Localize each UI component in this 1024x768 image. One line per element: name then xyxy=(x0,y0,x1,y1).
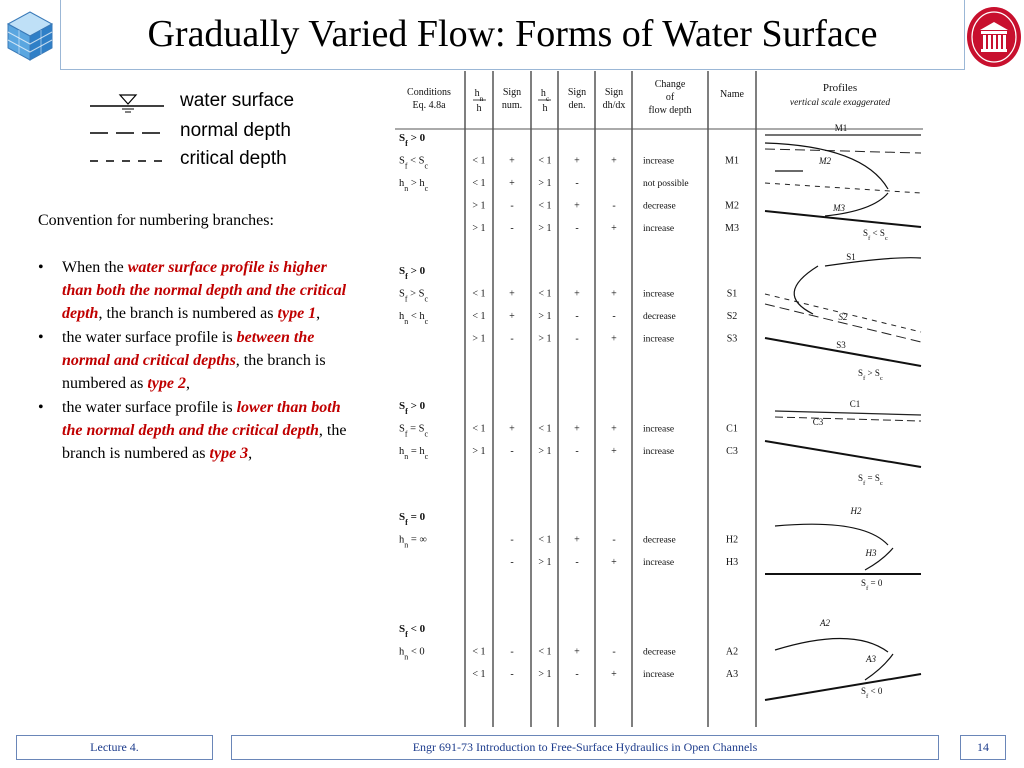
table-cell: - xyxy=(510,534,514,546)
table-cell: increase xyxy=(643,156,675,167)
table-cell: C3 xyxy=(726,446,738,457)
table-cell: M3 xyxy=(725,223,739,234)
a2-curve xyxy=(775,638,888,652)
table-cell: - xyxy=(575,333,579,345)
profile-sketch-3 xyxy=(765,524,921,574)
profile-label: M1 xyxy=(834,123,848,133)
profile-label: H3 xyxy=(865,548,877,558)
profile-label: A3 xyxy=(866,654,876,664)
table-cell: - xyxy=(575,223,579,234)
line-legend xyxy=(88,88,318,178)
table-cell: > 1 xyxy=(538,557,552,568)
table-cell: > 1 xyxy=(538,333,552,345)
header-profiles: Profiles xyxy=(822,82,858,94)
table-cell: decrease xyxy=(643,312,676,322)
table-cell: < 1 xyxy=(472,669,486,680)
table-cell: + xyxy=(611,223,617,234)
table-cell: < 1 xyxy=(472,423,486,435)
footer-course-title: Engr 691-73 Introduction to Free-Surface Hydraulics in Open Channels xyxy=(231,735,939,760)
condition-depth: $h_n < 0$ xyxy=(399,646,425,661)
normal-depth-line xyxy=(765,304,921,342)
table-cell: + xyxy=(611,423,617,435)
bullet-list xyxy=(38,256,358,466)
normal-depth-line xyxy=(765,149,921,153)
header-sign-num-2: num. xyxy=(501,100,523,111)
profile-sketch-2 xyxy=(765,411,921,467)
profile-label: S2 xyxy=(838,312,848,322)
bullet-text: the water surface profile is xyxy=(62,329,237,346)
table-cell: - xyxy=(612,646,616,658)
legend-item-water-surface xyxy=(88,90,318,116)
table-cell: < 1 xyxy=(538,646,552,658)
table-cell: - xyxy=(510,333,514,345)
table-cell: increase xyxy=(643,289,675,300)
table-cell: > 1 xyxy=(538,311,552,322)
gvf-profile-table xyxy=(393,67,928,730)
table-cell: decrease xyxy=(643,535,676,546)
condition-slope-compare: $S_f < S_c$ xyxy=(399,155,428,170)
bullet-highlight: lower than both the normal depth and the critical depth xyxy=(62,399,341,439)
profile-sketch-0 xyxy=(765,135,921,227)
table-cell: + xyxy=(611,155,617,167)
table-cell: - xyxy=(510,646,514,658)
header-sign-dhdx: Sign xyxy=(604,87,624,98)
table-cell: - xyxy=(575,669,579,680)
profile-slope-condition: $S_f = S_c$ xyxy=(858,473,883,487)
condition-slope: $S_f > 0$ xyxy=(399,132,426,148)
table-cell: M2 xyxy=(725,200,739,212)
table-cell: + xyxy=(574,534,580,546)
bullet-highlight: water surface profile is higher than both the normal depth and the critical depth xyxy=(62,259,347,322)
table-cell: + xyxy=(611,333,617,345)
table-cell: < 1 xyxy=(538,155,552,167)
table-cell: S1 xyxy=(726,288,738,300)
table-cell: increase xyxy=(643,224,675,234)
condition-slope: $S_f > 0$ xyxy=(399,400,426,416)
table-cell: < 1 xyxy=(472,646,486,658)
table-cell: + xyxy=(574,288,580,300)
profile-label: S1 xyxy=(846,252,856,262)
header-sign-den: Sign xyxy=(567,87,587,98)
bullet-text: , xyxy=(248,445,253,462)
h2-curve xyxy=(775,524,888,545)
critical-depth-line-icon xyxy=(88,148,168,174)
table-cell: - xyxy=(510,200,514,212)
condition-slope-compare: $S_f = S_c$ xyxy=(399,423,428,438)
bullet-text: the water surface profile is xyxy=(62,399,237,416)
table-cell: + xyxy=(611,669,617,680)
table-cell: > 1 xyxy=(472,446,486,457)
bullet-text: , xyxy=(316,305,321,322)
profile-slope-condition: $S_f > S_c$ xyxy=(858,368,883,382)
table-cell: - xyxy=(612,311,616,322)
profile-label: S3 xyxy=(836,340,846,350)
table-cell: - xyxy=(575,311,579,322)
header-sign-den-2: den. xyxy=(568,100,586,111)
table-cell: increase xyxy=(643,447,675,457)
bullet-type-label: type 2 xyxy=(147,375,186,392)
table-cell: + xyxy=(574,155,580,167)
table-cell: - xyxy=(510,557,514,568)
table-cell: > 1 xyxy=(538,178,552,189)
table-cell: H2 xyxy=(725,534,739,546)
slide-header xyxy=(0,0,1024,70)
table-cell: increase xyxy=(643,424,675,435)
profile-label: M3 xyxy=(833,203,845,213)
bullet-text: , xyxy=(185,375,190,392)
table-cell: > 1 xyxy=(538,446,552,457)
table-cell: increase xyxy=(643,670,675,680)
bullet-dot: • xyxy=(38,259,44,276)
condition-slope: $S_f = 0$ xyxy=(399,511,426,527)
table-cell: < 1 xyxy=(538,534,552,546)
header-hc-den: h xyxy=(542,103,548,114)
table-cell: > 1 xyxy=(538,223,552,234)
header-profiles-subtitle: vertical scale exaggerated xyxy=(789,98,891,108)
table-cell: < 1 xyxy=(538,288,552,300)
header-conditions-eq: Eq. 4.8a xyxy=(412,100,446,111)
bullet-dot: • xyxy=(38,329,44,346)
bullet-type-label: type 3 xyxy=(209,445,249,462)
header-sign-num: Sign xyxy=(502,87,522,98)
table-cell: - xyxy=(575,446,579,457)
legend-item-normal-depth xyxy=(88,120,318,146)
header-name: Name xyxy=(720,89,744,100)
condition-slope: $S_f < 0$ xyxy=(399,623,426,639)
table-cell: increase xyxy=(643,334,675,345)
table-cell: - xyxy=(510,223,514,234)
table-cell: decrease xyxy=(643,647,676,658)
table-cell: < 1 xyxy=(472,288,486,300)
normal-depth-line-icon xyxy=(88,120,168,146)
table-cell: - xyxy=(612,534,616,546)
table-cell: H3 xyxy=(725,557,739,568)
water-cube-icon xyxy=(2,6,58,64)
bullet-item-type-2 xyxy=(38,326,358,395)
table-cell: + xyxy=(611,557,617,568)
branch-curve xyxy=(794,266,818,314)
bullet-dot: • xyxy=(38,399,44,416)
table-cell: decrease xyxy=(643,201,676,212)
table-cell: - xyxy=(510,446,514,457)
profile-slope-condition: $S_f < S_c$ xyxy=(863,228,888,242)
condition-depth-compare: $h_n < h_c$ xyxy=(399,311,429,326)
header-sign-dhdx-2: dh/dx xyxy=(602,100,626,111)
table-cell: < 1 xyxy=(472,155,486,167)
table-cell: increase xyxy=(643,558,675,568)
header-change: Change xyxy=(654,79,686,90)
legend-label-critical-depth: critical depth xyxy=(180,148,287,169)
profile-slope-condition: $S_f < 0$ xyxy=(861,686,883,700)
condition-depth-compare: $h_n = h_c$ xyxy=(399,446,429,461)
table-cell: - xyxy=(575,557,579,568)
table-cell: < 1 xyxy=(472,178,486,189)
profile-label: A2 xyxy=(820,618,830,628)
bullet-type-label: type 1 xyxy=(277,305,317,322)
table-cell: + xyxy=(509,288,515,300)
table-cell: + xyxy=(509,311,515,322)
table-cell: - xyxy=(612,200,616,212)
convention-heading: Convention for numbering branches: xyxy=(38,212,274,229)
bullet-item-type-3 xyxy=(38,396,358,465)
header-hn: $h_n$ xyxy=(474,88,484,103)
table-cell: > 1 xyxy=(538,669,552,680)
table-cell: A3 xyxy=(725,669,739,680)
table-cell: not possible xyxy=(643,179,689,189)
table-cell: + xyxy=(509,423,515,435)
table-cell: + xyxy=(574,646,580,658)
profile-slope-condition: $S_f = 0$ xyxy=(861,578,883,592)
bullet-text: , the branch is numbered as xyxy=(62,422,347,462)
critical-depth-line xyxy=(765,183,921,193)
table-cell: A2 xyxy=(725,646,739,658)
table-cell: + xyxy=(574,423,580,435)
table-cell: + xyxy=(611,288,617,300)
table-cell: < 1 xyxy=(538,200,552,212)
channel-bed-line xyxy=(765,441,921,467)
profile-label: C3 xyxy=(812,417,824,427)
table-cell: - xyxy=(575,178,579,189)
table-cell: + xyxy=(509,178,515,189)
table-cell: S2 xyxy=(726,311,738,322)
table-cell: S3 xyxy=(726,333,738,345)
slide-title: Gradually Varied Flow: Forms of Water Surface xyxy=(147,13,878,55)
bullet-highlight: between the normal and critical depths xyxy=(62,329,315,369)
header-hn-den: h xyxy=(476,103,482,114)
header-change-flow-depth: flow depth xyxy=(648,105,692,116)
header-change-of: of xyxy=(665,92,675,103)
table-cell: + xyxy=(509,155,515,167)
water-surface-symbol-icon xyxy=(88,90,168,116)
condition-slope-compare: $S_f > S_c$ xyxy=(399,288,428,303)
s1-curve xyxy=(825,258,921,266)
table-cell: < 1 xyxy=(472,311,486,322)
bullet-text: When the xyxy=(62,259,128,276)
channel-bed-line xyxy=(765,674,921,700)
header-hc: $h_c$ xyxy=(540,88,550,103)
bullet-text: , the branch is numbered as xyxy=(62,352,326,392)
university-seal-icon xyxy=(966,6,1022,68)
table-cell: + xyxy=(611,446,617,457)
normal-critical-line xyxy=(775,417,921,421)
footer-page-number: 14 xyxy=(960,735,1006,760)
condition-depth-compare: $h_n > h_c$ xyxy=(399,178,429,193)
table-cell: M1 xyxy=(725,155,739,167)
profile-label: C1 xyxy=(849,399,861,409)
water-surface-line xyxy=(775,411,921,415)
table-cell: > 1 xyxy=(472,333,486,345)
table-cell: > 1 xyxy=(472,223,486,234)
table-cell: C1 xyxy=(726,423,738,435)
condition-slope: $S_f > 0$ xyxy=(399,265,426,281)
profile-label: M2 xyxy=(819,156,831,166)
profile-label: H2 xyxy=(850,506,862,516)
profile-sketch-4 xyxy=(765,638,921,700)
bullet-item-type-1 xyxy=(38,256,358,325)
condition-depth: $h_n$ = ∞ xyxy=(399,534,427,549)
table-cell: + xyxy=(574,200,580,212)
header-conditions: Conditions xyxy=(407,87,451,98)
legend-item-critical-depth xyxy=(88,148,318,174)
legend-label-normal-depth: normal depth xyxy=(180,120,291,141)
table-cell: > 1 xyxy=(472,200,486,212)
footer-lecture: Lecture 4. xyxy=(16,735,213,760)
table-cell: < 1 xyxy=(538,423,552,435)
table-cell: - xyxy=(510,669,514,680)
legend-label-water-surface: water surface xyxy=(180,90,295,111)
bullet-text: , the branch is numbered as xyxy=(98,305,278,322)
